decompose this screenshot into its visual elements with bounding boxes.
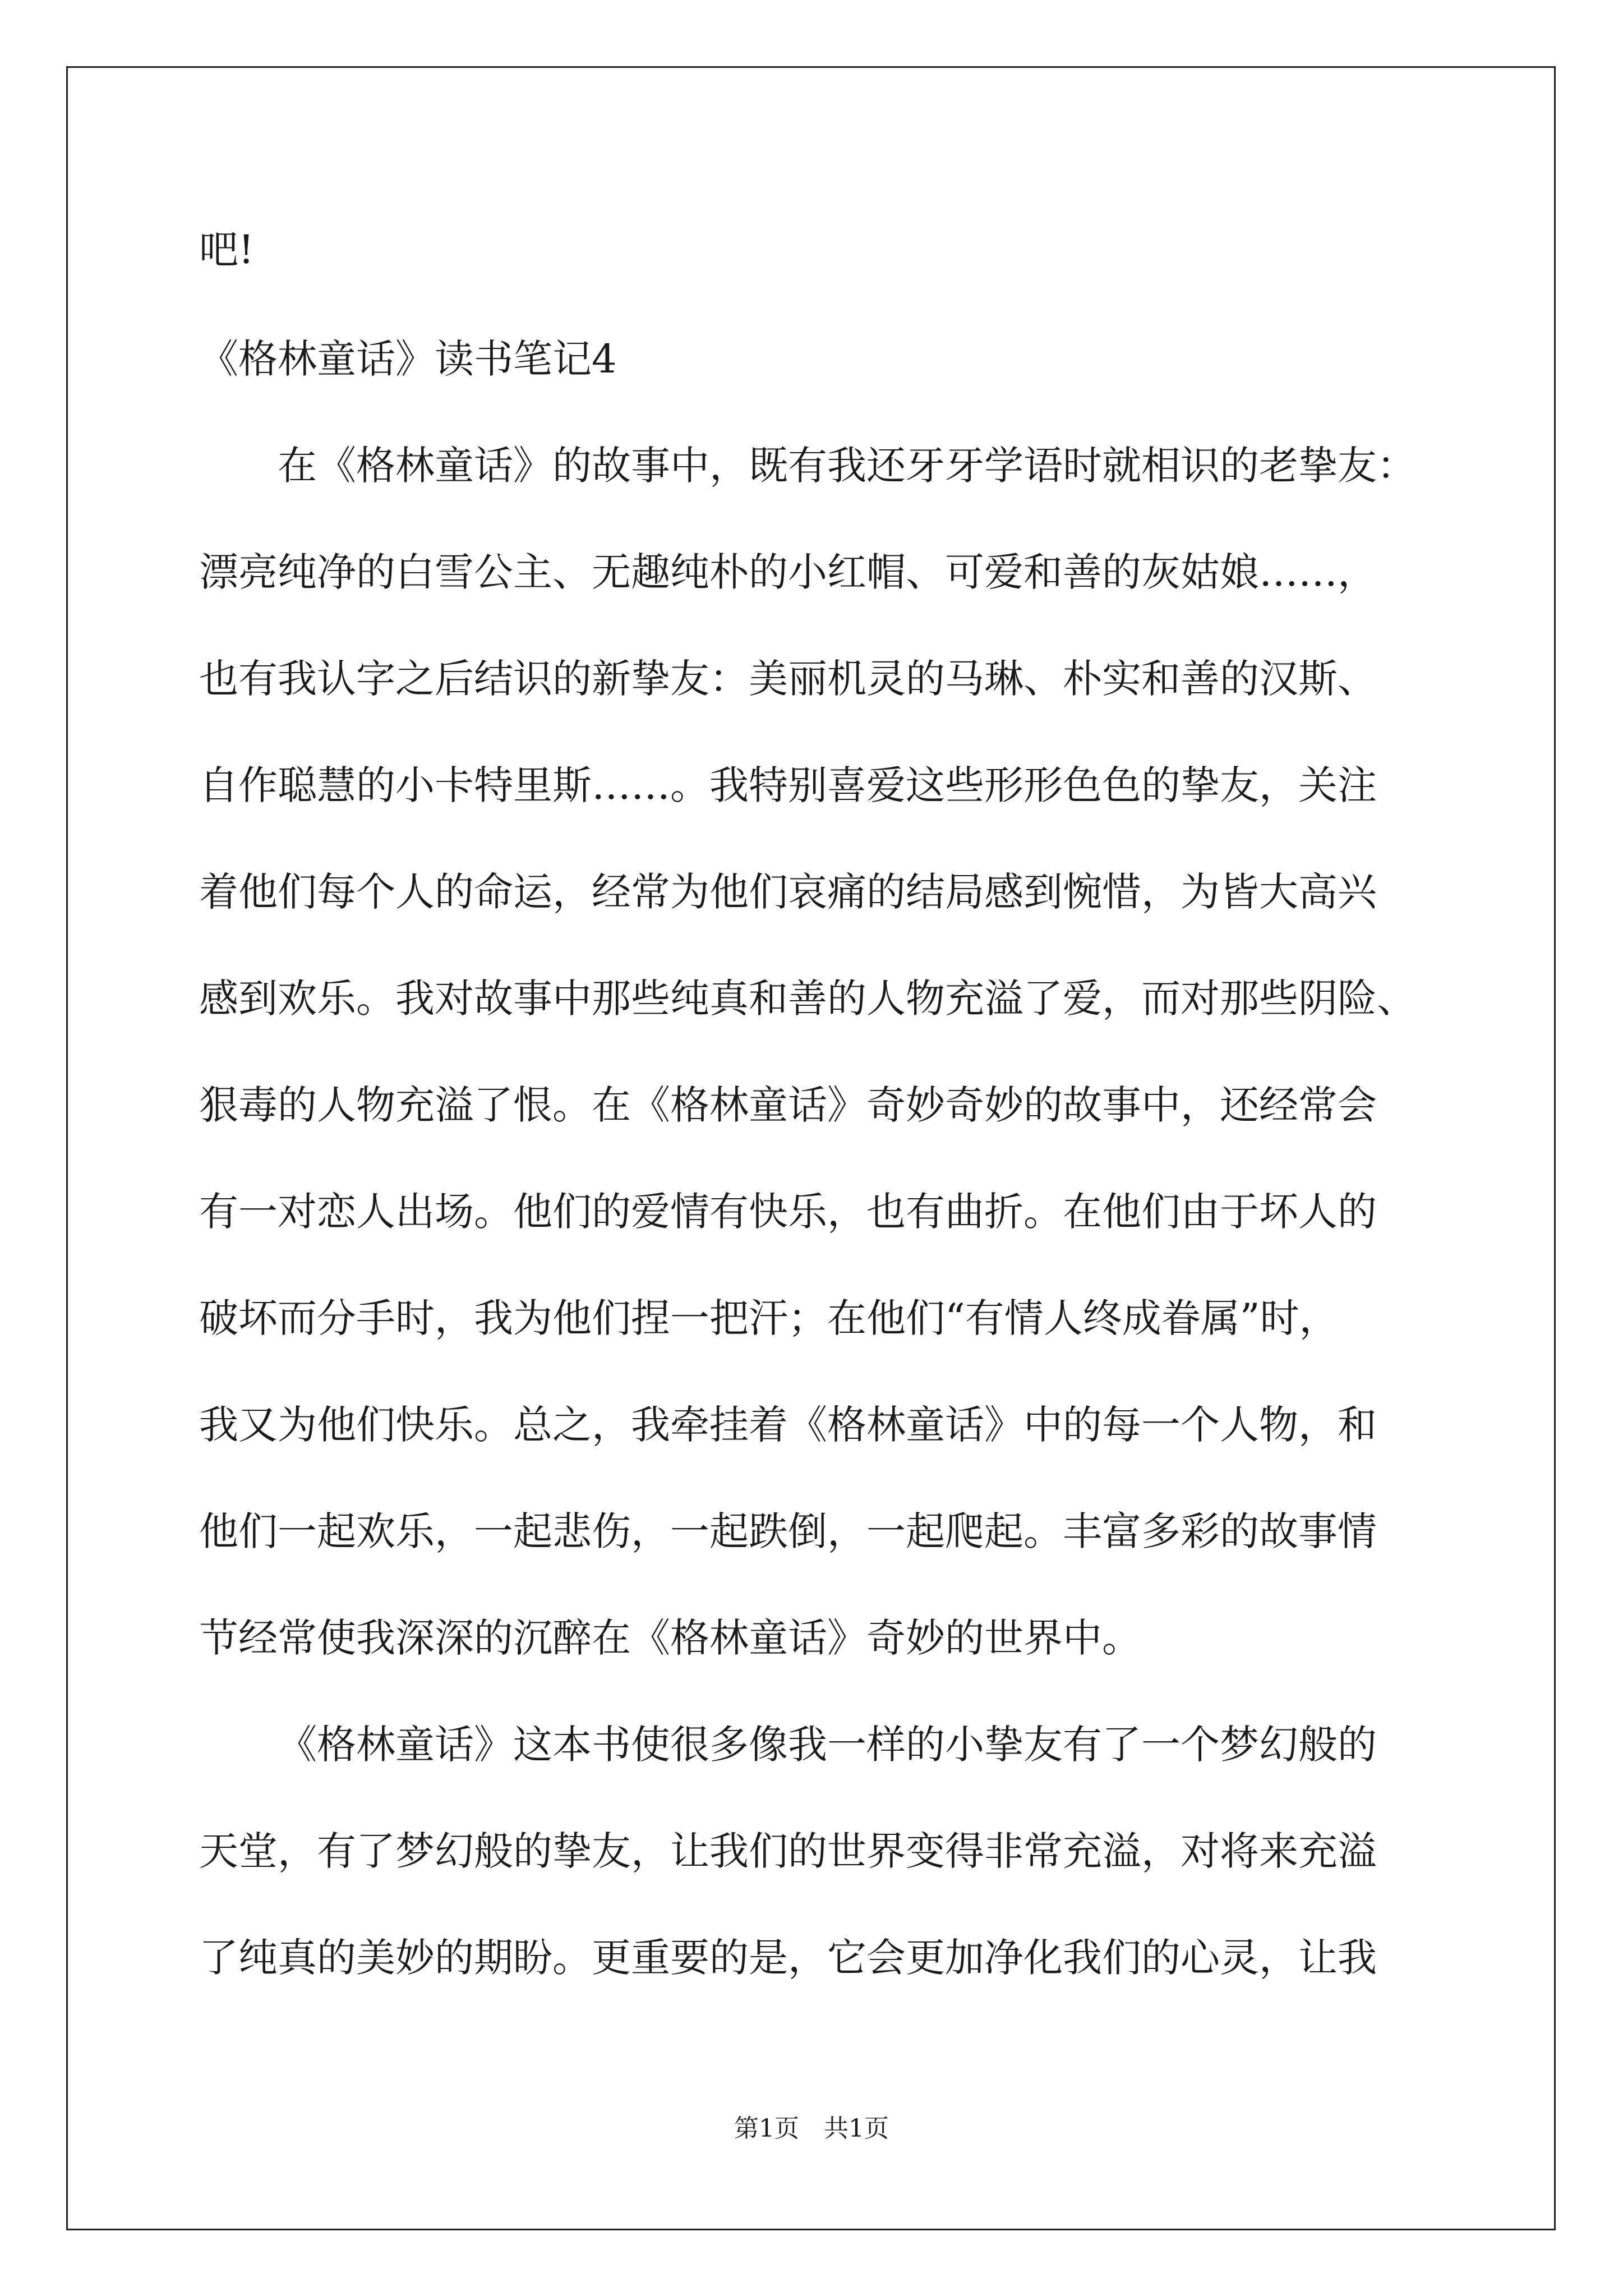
- paragraph-line: 了纯真的美妙的期盼。更重要的是，它会更加净化我们的心灵，让我: [199, 1935, 1377, 1981]
- paragraph-line: 在《格林童话》的故事中，既有我还牙牙学语时就相识的老挚友：: [278, 443, 1416, 489]
- paragraph-line: 有一对恋人出场。他们的爱情有快乐，也有曲折。在他们由于坏人的: [199, 1189, 1377, 1235]
- paragraph-line: 也有我认字之后结识的新挚友：美丽机灵的马琳、朴实和善的汉斯、: [199, 656, 1377, 702]
- page-frame: [66, 66, 1556, 2230]
- paragraph-line: 节经常使我深深的沉醉在《格林童话》奇妙的世界中。: [199, 1615, 1141, 1661]
- paragraph-line: 《格林童话》这本书使很多像我一样的小挚友有了一个梦幻般的: [278, 1722, 1377, 1768]
- paragraph-line: 狠毒的人物充溢了恨。在《格林童话》奇妙奇妙的故事中，还经常会: [199, 1082, 1377, 1128]
- paragraph-continuation: 吧!: [199, 227, 255, 273]
- paragraph-line: 破坏而分手时，我为他们捏一把汗；在他们“有情人终成眷属”时，: [199, 1295, 1339, 1341]
- section-heading: 《格林童话》读书笔记4: [199, 336, 617, 382]
- paragraph-line: 他们一起欢乐，一起悲伤，一起跌倒，一起爬起。丰富多彩的故事情: [199, 1508, 1377, 1554]
- paragraph-line: 漂亮纯净的白雪公主、无趣纯朴的小红帽、可爱和善的灰姑娘……，: [199, 549, 1377, 595]
- paragraph-line: 我又为他们快乐。总之，我牵挂着《格林童话》中的每一个人物，和: [199, 1402, 1377, 1448]
- paragraph-line: 自作聪慧的小卡特里斯……。我特别喜爱这些形形色色的挚友，关注: [199, 762, 1377, 808]
- paragraph-line: 天堂，有了梦幻般的挚友，让我们的世界变得非常充溢，对将来充溢: [199, 1828, 1377, 1874]
- paragraph-line: 感到欢乐。我对故事中那些纯真和善的人物充溢了爱，而对那些阴险、: [199, 976, 1416, 1022]
- page-number-footer: 第1页 共1页: [734, 2114, 889, 2143]
- paragraph-line: 着他们每个人的命运，经常为他们哀痛的结局感到惋惜，为皆大高兴: [199, 869, 1377, 915]
